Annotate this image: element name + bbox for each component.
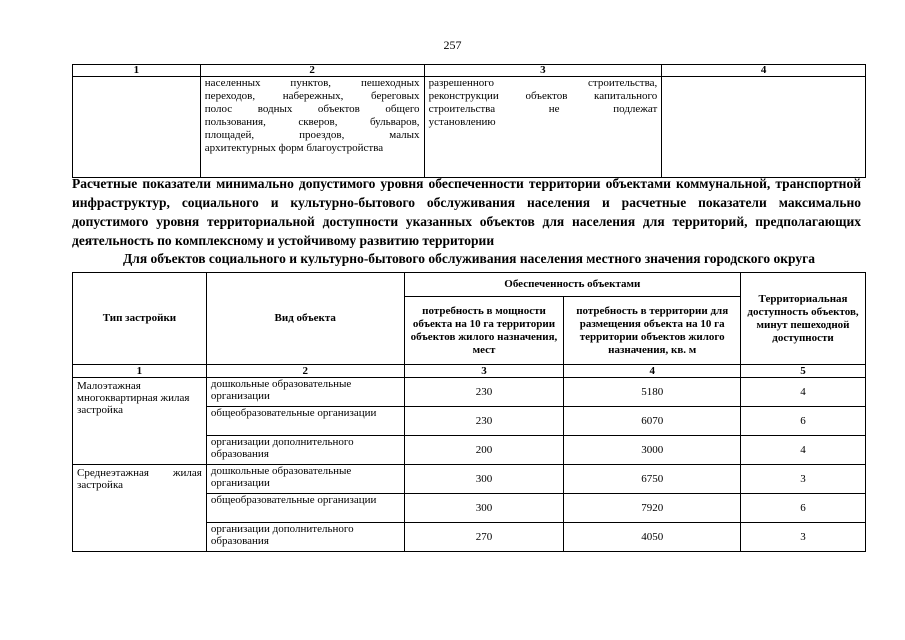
page-number: 257 (443, 38, 462, 52)
access-value: 3 (741, 465, 866, 494)
capacity-value: 300 (404, 494, 564, 523)
area-value: 3000 (564, 436, 741, 465)
header-area: потребность в территории для размещения объекта на 10 га территории объектов жилого назначения, кв. м (564, 297, 741, 365)
table-cell-regulation: разрешенного строительства, реконструкции объектов капитального строительства не подлежат установлению (424, 77, 662, 178)
table-cell (662, 77, 866, 178)
object-kind: дошкольные образовательные организации (206, 465, 404, 494)
table-header-row (73, 65, 866, 77)
column-number-row (73, 365, 866, 378)
col-number: 1 (73, 365, 207, 378)
access-value: 3 (741, 523, 866, 552)
capacity-value: 300 (404, 465, 564, 494)
access-value: 6 (741, 407, 866, 436)
header-capacity: потребность в мощности объекта на 10 га территории объектов жилого назначения, мест (404, 297, 564, 365)
col-number: 4 (564, 365, 741, 378)
col-header-4: 4 (662, 65, 866, 77)
access-value: 6 (741, 494, 866, 523)
object-kind: организации дополнительного образования (206, 436, 404, 465)
section-title: Расчетные показатели минимально допустимого уровня обеспеченности территории объектами коммунальной, транспортной инфраструктур, социального и культурно-бытового обслуживания населения и расчетные показатели максимально допустимого уровня территориальной доступности указанных объектов для населения для территорий, предполагающих деятельность по комплексному и устойчивому развитию территории (72, 176, 861, 248)
norms-table (72, 272, 866, 552)
area-value: 5180 (564, 378, 741, 407)
capacity-value: 270 (404, 523, 564, 552)
object-kind: общеобразовательные организации (206, 494, 404, 523)
table-cell (73, 77, 201, 178)
capacity-value: 230 (404, 378, 564, 407)
capacity-value: 230 (404, 407, 564, 436)
header-type: Тип застройки (73, 273, 207, 365)
area-value: 6750 (564, 465, 741, 494)
object-kind: организации дополнительного образования (206, 523, 404, 552)
col-number: 5 (741, 365, 866, 378)
object-kind: общеобразовательные организации (206, 407, 404, 436)
area-value: 4050 (564, 523, 741, 552)
subsection-title: Для объектов социального и культурно-бытового обслуживания населения местного значения городского округа (123, 251, 815, 266)
col-number: 2 (206, 365, 404, 378)
header-access: Территориальная доступность объектов, минут пешеходной доступности (741, 273, 866, 365)
header-provision: Обеспеченность объектами (404, 273, 740, 297)
building-type: Малоэтажная многоквартирная жилая застройка (73, 378, 207, 465)
table-cell-infrastructure: населенных пунктов, пешеходных переходов, набережных, береговых полос водных объектов общего пользования, скверов, бульваров, площадей, проездов, малых архитектурных форм благоустройства (200, 77, 424, 178)
object-kind: дошкольные образовательные организации (206, 378, 404, 407)
building-type: Среднеэтажная жилая застройка (73, 465, 207, 552)
access-value: 4 (741, 436, 866, 465)
access-value: 4 (741, 378, 866, 407)
capacity-value: 200 (404, 436, 564, 465)
area-value: 7920 (564, 494, 741, 523)
col-header-3: 3 (424, 65, 662, 77)
table-row (73, 465, 866, 494)
area-value: 6070 (564, 407, 741, 436)
table-row (73, 77, 866, 178)
table-row (73, 378, 866, 407)
col-header-2: 2 (200, 65, 424, 77)
col-header-1: 1 (73, 65, 201, 77)
header-object: Вид объекта (206, 273, 404, 365)
col-number: 3 (404, 365, 564, 378)
continued-table (72, 64, 866, 178)
